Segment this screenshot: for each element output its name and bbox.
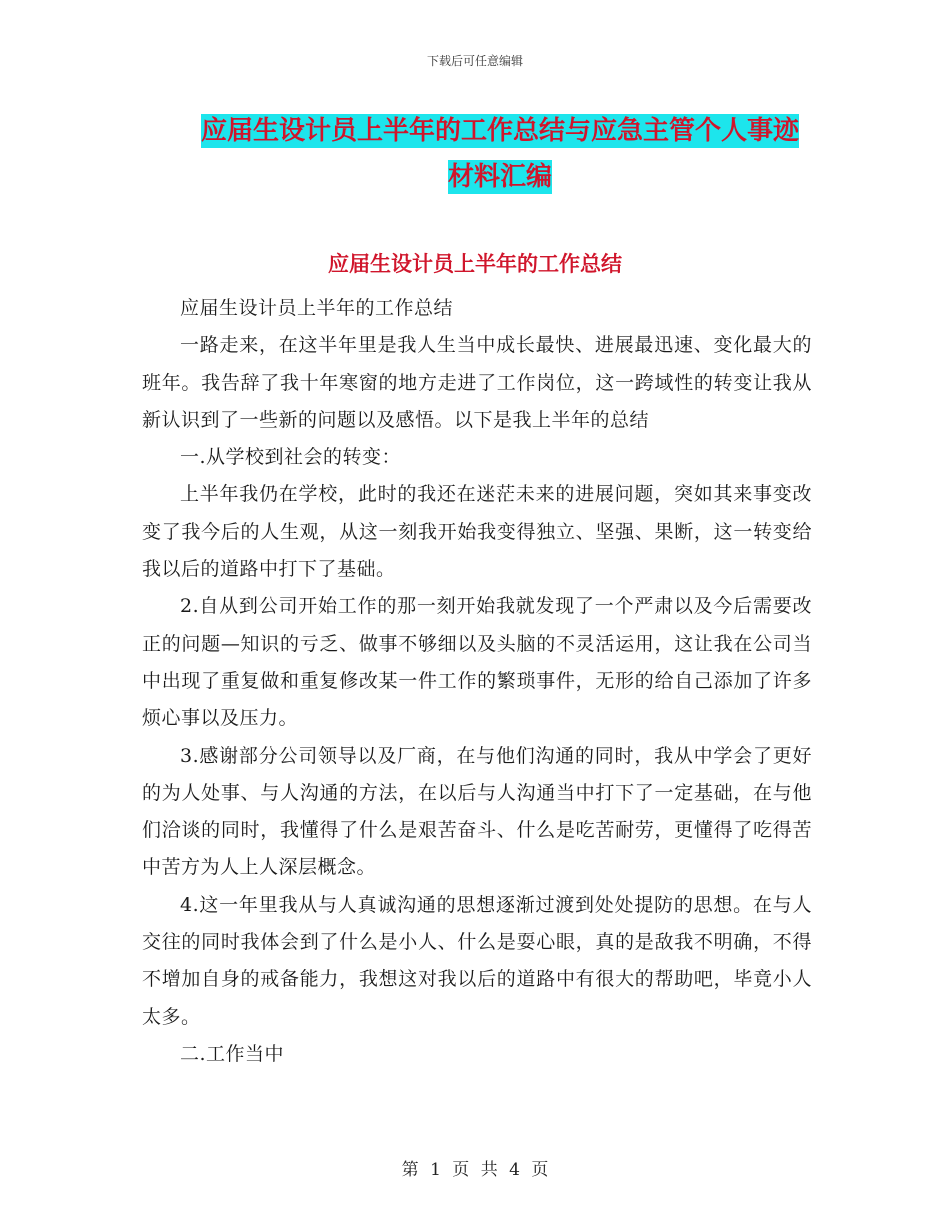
body-text xyxy=(142,290,812,1073)
paragraph: 应届生设计员上半年的工作总结 xyxy=(180,297,454,319)
paragraph: 2.自从到公司开始工作的那一刻开始我就发现了一个严肃以及今后需要改正的问题—知识的亏乏、做事不够细以及头脑的不灵活运用，这让我在公司当中出现了重复做和重复修改某一件工作的繁琐事件，无形的给自己添加了许多烦心事以及压力。 xyxy=(142,595,812,730)
paragraph: 一.从学校到社会的转变： xyxy=(180,446,402,469)
page-footer: 第 1 页 共 4 页 xyxy=(401,1160,549,1180)
paragraph: 3.感谢部分公司领导以及厂商，在与他们沟通的同时，我从中学会了更好的为人处事、与人沟通的方法，在以后与人沟通当中打下了一定基础，在与他们洽谈的同时，我懂得了什么是艰苦奋斗、什么是吃苦耐劳，更懂得了吃得苦中苦方为人上人深层概念。 xyxy=(142,744,812,879)
paragraph: 一路走来，在这半年里是我人生当中成长最快、进展最迅速、变化最大的班年。我告辞了我十年寒窗的地方走进了工作岗位，这一跨域性的转变让我从新认识到了一些新的问题以及感悟。以下是我上半年的总结 xyxy=(142,334,812,431)
paragraph: 二.工作当中 xyxy=(180,1042,285,1065)
document-title xyxy=(120,108,880,200)
paragraph: 上半年我仍在学校，此时的我还在迷茫未来的进展问题，突如其来事变改变了我今后的人生观，从这一刻我开始我变得独立、坚强、果断，这一转变给我以后的道路中打下了基础。 xyxy=(142,483,812,581)
title-line-1: 应届生设计员上半年的工作总结与应急主管个人事迹 xyxy=(200,116,799,146)
section-title: 应届生设计员上半年的工作总结 xyxy=(328,252,622,276)
header-note: 下载后可任意编辑 xyxy=(426,54,523,68)
paragraph: 4.这一年里我从与人真诚沟通的思想逐渐过渡到处处提防的思想。在与人交往的同时我体会到了什么是小人、什么是耍心眼，真的是敌我不明确，不得不增加自身的戒备能力，我想这对我以后的道路中有很大的帮助吧，毕竟小人太多。 xyxy=(142,893,812,1028)
title-line-2: 材料汇编 xyxy=(447,162,552,192)
